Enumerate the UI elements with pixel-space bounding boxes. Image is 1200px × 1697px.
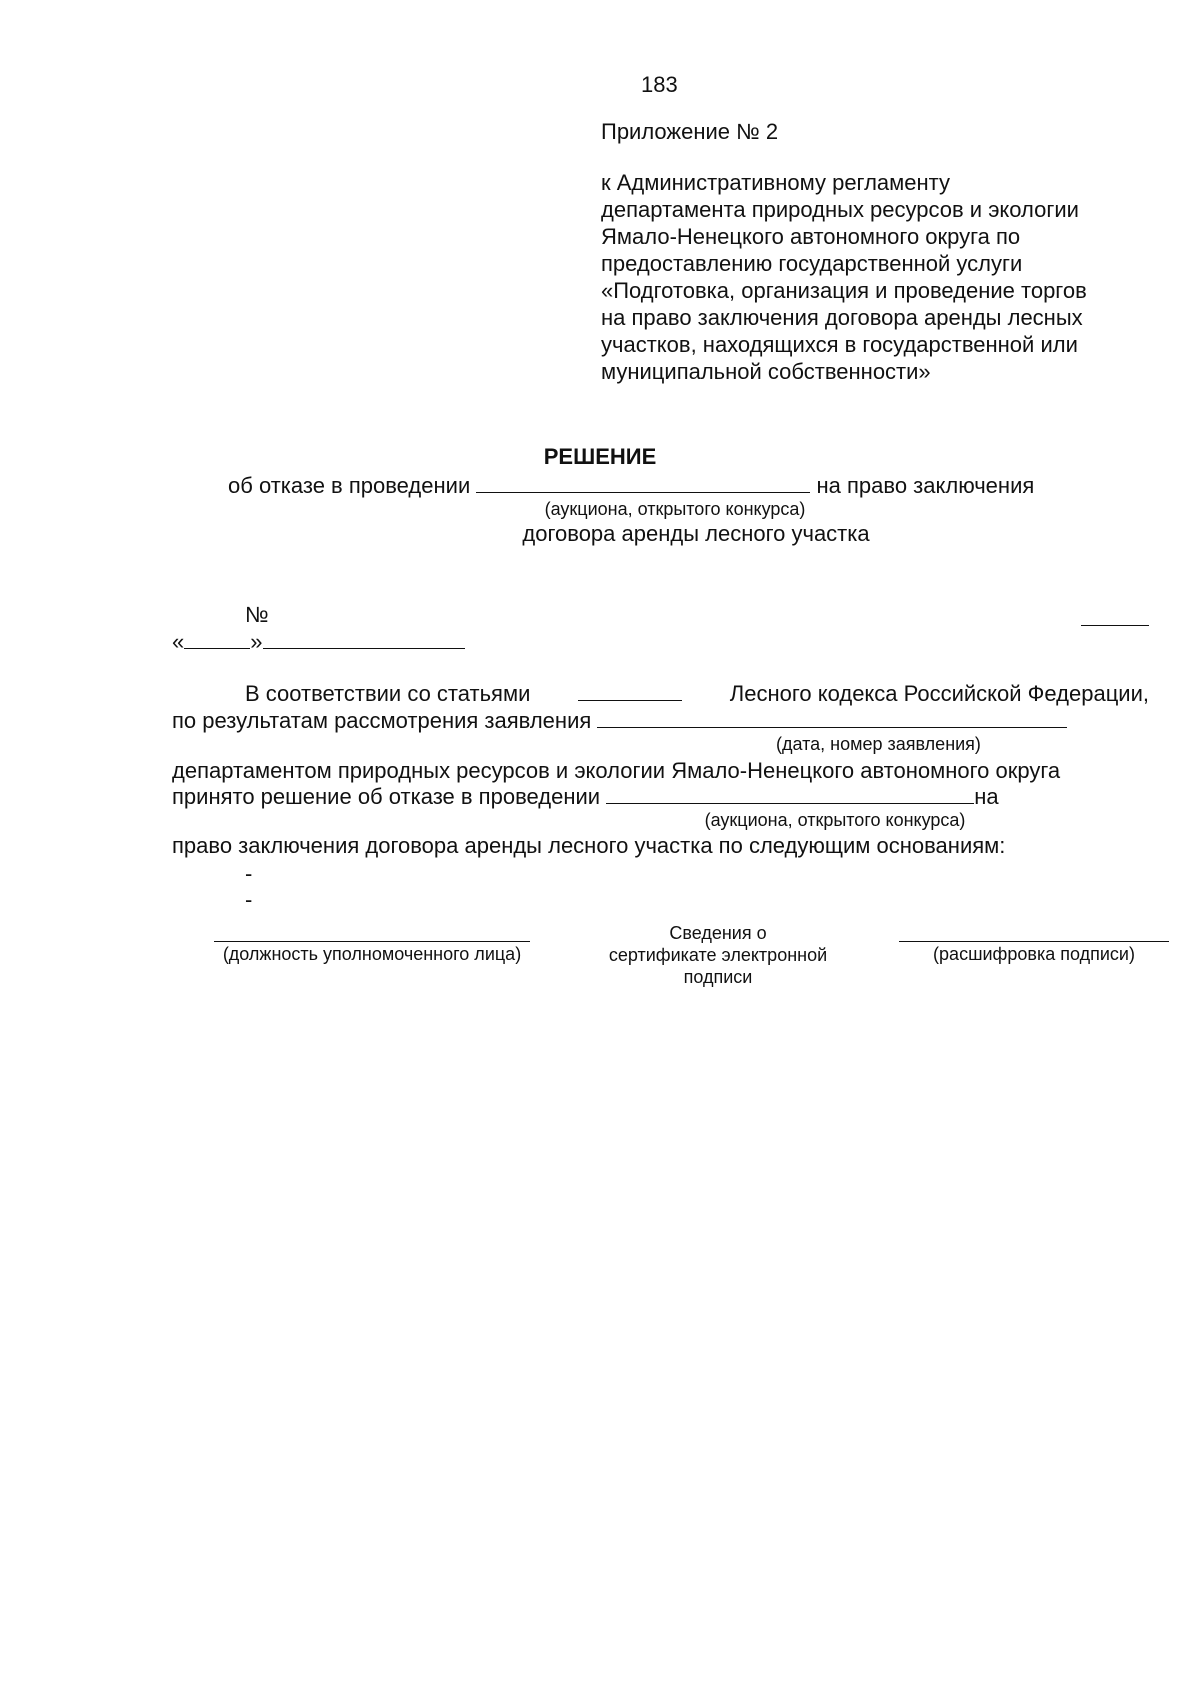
decision-subtitle-line1 <box>228 472 1034 499</box>
position-hint: (должность уполномоченного лица) <box>222 944 522 964</box>
body-line4-suffix: на <box>974 784 999 809</box>
body-line-5: право заключения договора аренды лесного участка по следующим основаниям: <box>172 833 1006 858</box>
decision-subtitle-prefix: об отказе в проведении <box>228 473 471 498</box>
body-line1-prefix: В соответствии со статьями <box>245 681 531 706</box>
decision-date <box>172 628 465 655</box>
appendix-title: Приложение № 2 <box>601 119 779 144</box>
decoding-hint: (расшифровка подписи) <box>933 944 1135 964</box>
appendix-line: к Административному регламенту <box>601 170 951 195</box>
decoding-signature-line[interactable] <box>899 941 1169 942</box>
body-line-2 <box>172 707 1067 734</box>
body-line4-prefix: принято решение об отказе в проведении <box>172 784 601 809</box>
body-line-4 <box>172 783 999 810</box>
reason-bullet: - <box>245 887 253 912</box>
appendix-line: муниципальной собственности» <box>601 359 931 384</box>
appendix-line: Ямало-Ненецкого автономного округа по <box>601 224 1021 249</box>
appendix-line: департамента природных ресурсов и экологии <box>601 197 1079 222</box>
decision-subtitle-suffix: на право заключения <box>816 473 1035 498</box>
certificate-line: Сведения о <box>669 923 767 943</box>
auction-type-blank[interactable] <box>476 472 810 493</box>
decision-title: РЕШЕНИЕ <box>543 444 657 469</box>
decision-number-blank[interactable] <box>1081 605 1149 626</box>
date-month-year-blank[interactable] <box>263 628 465 649</box>
auction-type-hint: (аукциона, открытого конкурса) <box>544 499 806 519</box>
date-day-blank[interactable] <box>184 628 250 649</box>
page-number: 183 <box>641 72 678 97</box>
body-line2-prefix: по результатам рассмотрения заявления <box>172 708 592 733</box>
certificate-line: сертификате электронной <box>608 945 828 965</box>
certificate-info <box>578 922 858 988</box>
body-line-3: департаментом природных ресурсов и экологии Ямало-Ненецкого автономного округа <box>172 758 1061 783</box>
appendix-reference <box>601 169 1087 385</box>
appendix-line: предоставлению государственной услуги <box>601 251 1023 276</box>
auction-type-hint-2: (аукциона, открытого конкурса) <box>704 810 966 830</box>
appendix-block <box>601 118 1087 385</box>
body-line1-suffix: Лесного кодекса Российской Федерации, <box>729 681 1149 706</box>
date-open-quote: « <box>172 629 185 654</box>
certificate-line: подписи <box>683 967 753 987</box>
appendix-line: «Подготовка, организация и проведение торгов <box>601 278 1087 303</box>
reason-bullet: - <box>245 861 253 886</box>
articles-blank[interactable] <box>578 680 682 701</box>
decision-subtitle-line2: договора аренды лесного участка <box>522 521 870 546</box>
date-close-quote: » <box>250 629 263 654</box>
application-blank[interactable] <box>597 707 1067 728</box>
decision-number-label: № <box>245 602 269 627</box>
appendix-line: на право заключения договора аренды лесных <box>601 305 1083 330</box>
position-signature-line[interactable] <box>214 941 530 942</box>
body-line-1 <box>245 680 1149 707</box>
application-hint: (дата, номер заявления) <box>776 734 981 754</box>
auction-type-blank-2[interactable] <box>606 783 974 804</box>
appendix-line: участков, находящихся в государственной или <box>601 332 1078 357</box>
